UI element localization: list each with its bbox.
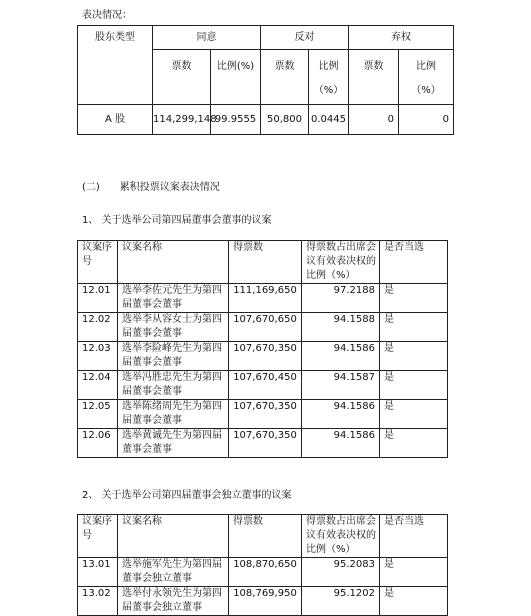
row-against-ratio: 0.0445 <box>309 105 349 135</box>
header-proposal-name: 议案名称 <box>118 515 229 558</box>
header-agree: 同意 <box>153 26 261 50</box>
row-abstain-votes: 0 <box>349 105 399 135</box>
ratio-cell: 94.1587 <box>302 371 380 400</box>
proposal-name-cell: 选举李从容女士为第四届董事会董事 <box>118 313 229 342</box>
ratio-cell: 94.1586 <box>302 400 380 429</box>
votes-cell: 107,670,350 <box>229 429 302 458</box>
votes-cell: 108,870,650 <box>229 558 302 587</box>
header-ratio: 得票数占出席会议有效表决权的比例（%） <box>302 241 380 284</box>
proposal-no-cell: 12.05 <box>78 400 118 429</box>
table-row <box>78 587 448 616</box>
elected-cell: 是 <box>380 313 448 342</box>
subsection-1-title: 1、 关于选举公司第四届董事会董事的议案 <box>82 215 272 226</box>
header-proposal-no: 议案序号 <box>78 515 118 558</box>
votes-cell: 107,670,450 <box>229 371 302 400</box>
header-votes: 得票数 <box>229 241 302 284</box>
proposal-name-cell: 选举李险峰先生为第四届董事会董事 <box>118 342 229 371</box>
proposal-name-cell: 选举施军先生为第四届董事会独立董事 <box>118 558 229 587</box>
proposal-no-cell: 12.06 <box>78 429 118 458</box>
row-against-votes: 50,800 <box>261 105 309 135</box>
ratio-label: 比例 <box>416 61 436 72</box>
elected-cell: 是 <box>380 284 448 313</box>
ratio-cell: 95.1202 <box>302 587 380 616</box>
table-row <box>78 342 448 371</box>
ratio-cell: 94.1586 <box>302 429 380 458</box>
elected-cell: 是 <box>380 587 448 616</box>
ratio-cell: 97.2188 <box>302 284 380 313</box>
proposal-no-cell: 13.02 <box>78 587 118 616</box>
ratio-cell: 94.1586 <box>302 342 380 371</box>
row-agree-ratio: 99.9555 <box>211 105 261 135</box>
elected-cell: 是 <box>380 429 448 458</box>
table-2-body <box>78 558 448 616</box>
table-row <box>78 313 448 342</box>
elected-cell: 是 <box>380 342 448 371</box>
header-against-ratio <box>309 50 349 105</box>
votes-cell: 107,670,350 <box>229 342 302 371</box>
subsection-2-title: 2、 关于选举公司第四届董事会独立董事的议案 <box>82 490 292 501</box>
header-proposal-name: 议案名称 <box>118 241 229 284</box>
proposal-name-cell: 选举付永领先生为第四届董事会独立董事 <box>118 587 229 616</box>
proposal-name-cell: 选举陈绪周先生为第四届董事会董事 <box>118 400 229 429</box>
row-agree-votes: 114,299,148 <box>153 105 211 135</box>
proposal-no-cell: 12.03 <box>78 342 118 371</box>
table-row <box>78 400 448 429</box>
header-ratio: 得票数占出席会议有效表决权的比例（%） <box>302 515 380 558</box>
table-row <box>78 284 448 313</box>
header-abstain-votes: 票数 <box>349 50 399 105</box>
cumulative-vote-table-1 <box>77 240 448 458</box>
cumulative-vote-table-2 <box>77 514 448 616</box>
elected-cell: 是 <box>380 400 448 429</box>
header-against-votes: 票数 <box>261 50 309 105</box>
header-proposal-no: 议案序号 <box>78 241 118 284</box>
header-against: 反对 <box>261 26 349 50</box>
header-votes: 得票数 <box>229 515 302 558</box>
row-abstain-ratio: 0 <box>399 105 454 135</box>
section-intro: 表决情况： <box>82 10 132 21</box>
table-1-body <box>78 284 448 458</box>
votes-cell: 107,670,650 <box>229 313 302 342</box>
row-shareholder-type: A 股 <box>78 105 153 135</box>
elected-cell: 是 <box>380 558 448 587</box>
proposal-no-cell: 12.01 <box>78 284 118 313</box>
ratio-unit: （%） <box>313 85 344 96</box>
ratio-cell: 94.1588 <box>302 313 380 342</box>
proposal-no-cell: 12.04 <box>78 371 118 400</box>
votes-cell: 111,169,650 <box>229 284 302 313</box>
proposal-no-cell: 12.02 <box>78 313 118 342</box>
proposal-no-cell: 13.01 <box>78 558 118 587</box>
votes-cell: 107,670,350 <box>229 400 302 429</box>
votes-cell: 108,769,950 <box>229 587 302 616</box>
header-shareholder-type: 股东类型 <box>78 26 153 105</box>
header-agree-votes: 票数 <box>153 50 211 105</box>
proposal-name-cell: 选举李佐元先生为第四届董事会董事 <box>118 284 229 313</box>
proposal-name-cell: 选举黄诚先生为第四届董事会董事 <box>118 429 229 458</box>
vote-result-table <box>77 25 454 135</box>
elected-cell: 是 <box>380 371 448 400</box>
header-elected: 是否当选 <box>380 515 448 558</box>
table-row <box>78 429 448 458</box>
ratio-label: 比例 <box>318 61 339 72</box>
header-abstain-ratio <box>399 50 454 105</box>
ratio-cell: 95.2083 <box>302 558 380 587</box>
section-2-title: (二) 累积投票议案表决情况 <box>82 182 220 193</box>
table-row <box>78 558 448 587</box>
proposal-name-cell: 选举冯胜忠先生为第四届董事会董事 <box>118 371 229 400</box>
header-abstain: 弃权 <box>349 26 454 50</box>
ratio-unit: （%） <box>411 85 441 96</box>
header-elected: 是否当选 <box>380 241 448 284</box>
table-row <box>78 371 448 400</box>
header-agree-ratio: 比例(%) <box>211 50 261 105</box>
